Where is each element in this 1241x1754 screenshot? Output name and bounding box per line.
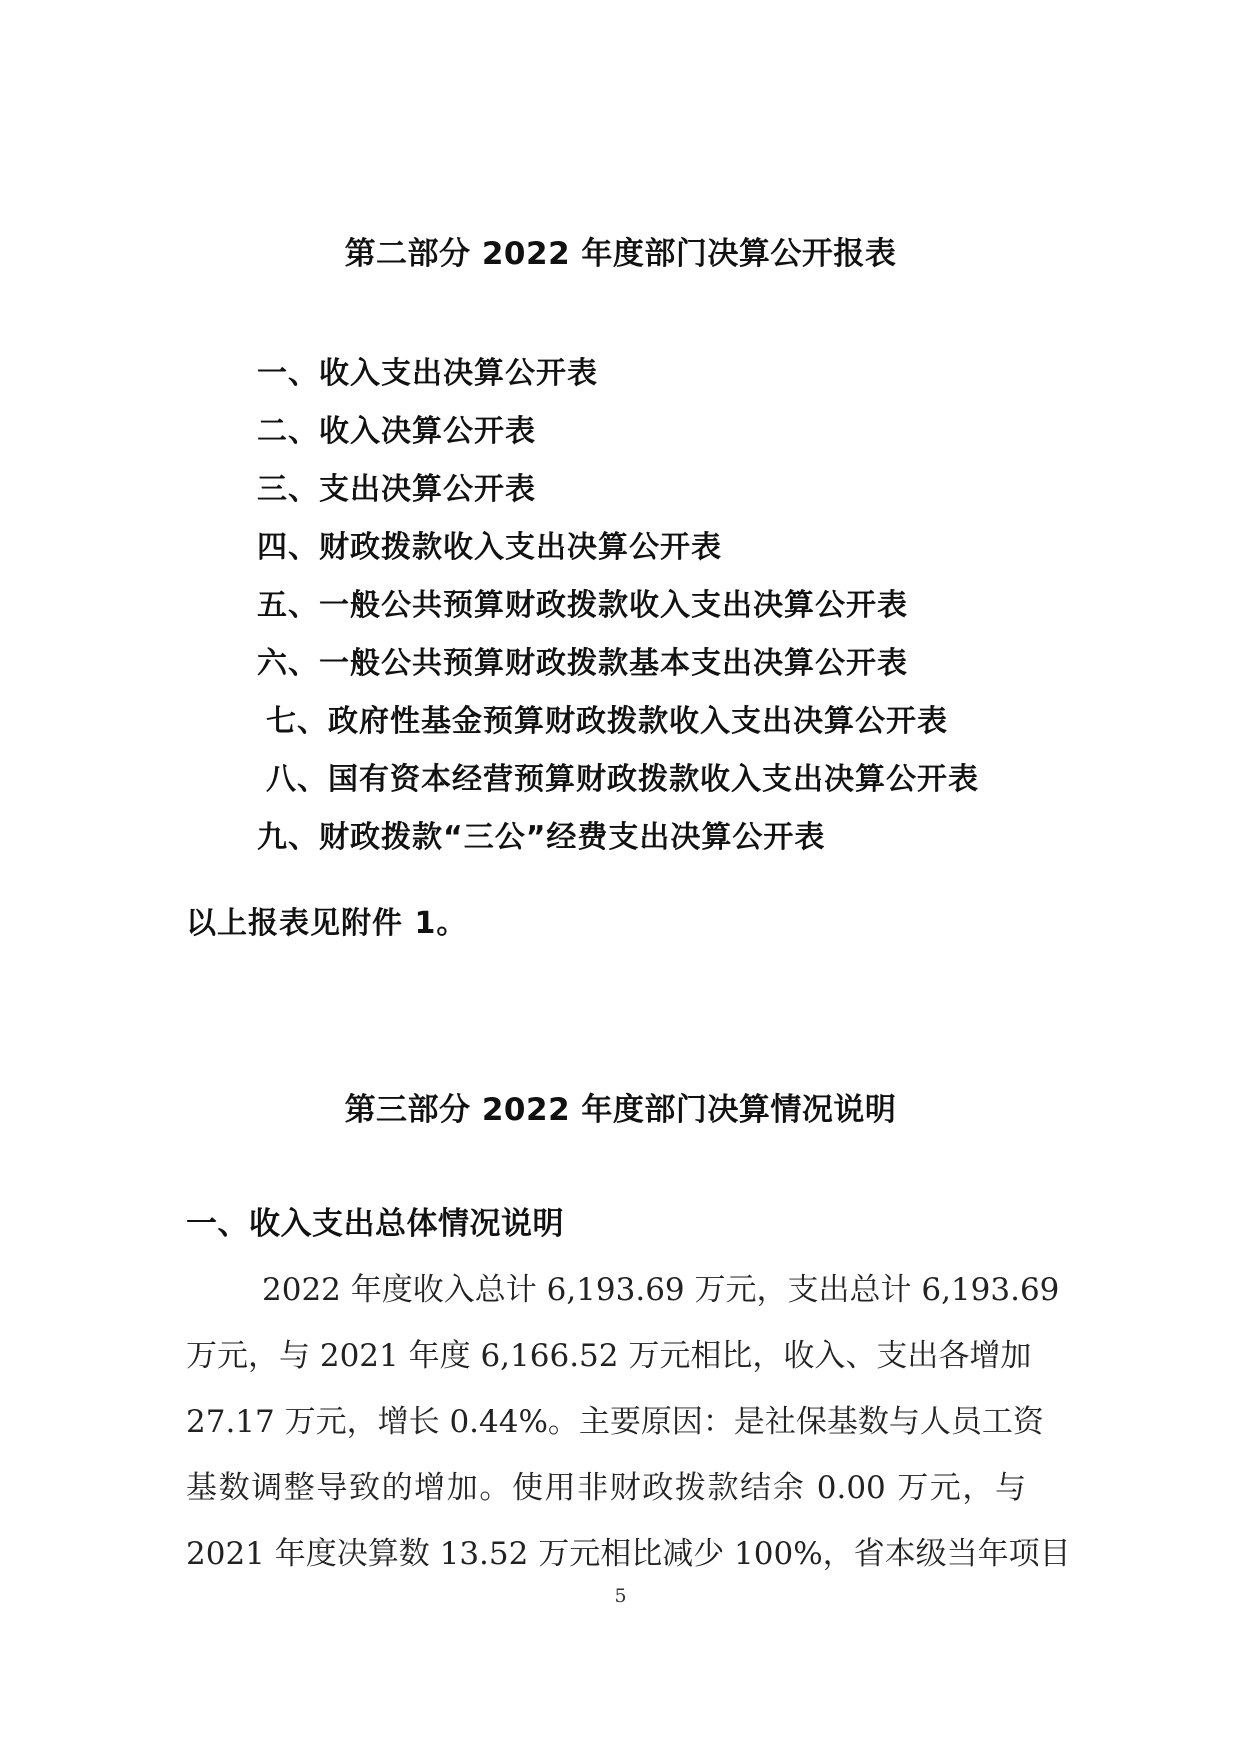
part2-title: 第二部分 2022 年度部门决算公开报表 [344, 236, 897, 272]
page-number: 5 [614, 1585, 627, 1607]
paragraph-line: 27.17 万元，增长 0.44%。主要原因：是社保基数与人员工资 [186, 1404, 1044, 1440]
report-list-item: 九、财政拨款“三公”经费支出决算公开表 [257, 820, 826, 855]
report-list-item: 八、国有资本经营预算财政拨款收入支出决算公开表 [266, 762, 979, 797]
section-heading: 一、收入支出总体情况说明 [186, 1206, 564, 1242]
paragraph-line: 2022 年度收入总计 6,193.69 万元，支出总计 6,193.69 [262, 1272, 1060, 1308]
paragraph-line: 万元，与 2021 年度 6,166.52 万元相比，收入、支出各增加 [186, 1338, 1032, 1374]
report-list-item: 七、政府性基金预算财政拨款收入支出决算公开表 [266, 704, 948, 739]
report-list-item: 二、收入决算公开表 [257, 414, 536, 449]
report-list-item: 三、支出决算公开表 [257, 472, 536, 507]
part3-title: 第三部分 2022 年度部门决算情况说明 [344, 1092, 897, 1128]
report-list-item: 一、收入支出决算公开表 [257, 356, 598, 391]
paragraph-line: 2021 年度决算数 13.52 万元相比减少 100%，省本级当年项目 [186, 1536, 1071, 1572]
report-list-item: 六、一般公共预算财政拨款基本支出决算公开表 [257, 646, 908, 681]
report-list-item: 五、一般公共预算财政拨款收入支出决算公开表 [257, 588, 908, 623]
attachment-note: 以上报表见附件 1。 [186, 906, 468, 941]
report-list-item: 四、财政拨款收入支出决算公开表 [257, 530, 722, 565]
paragraph-line: 基数调整导致的增加。使用非财政拨款结余 0.00 万元，与 [186, 1470, 1026, 1506]
